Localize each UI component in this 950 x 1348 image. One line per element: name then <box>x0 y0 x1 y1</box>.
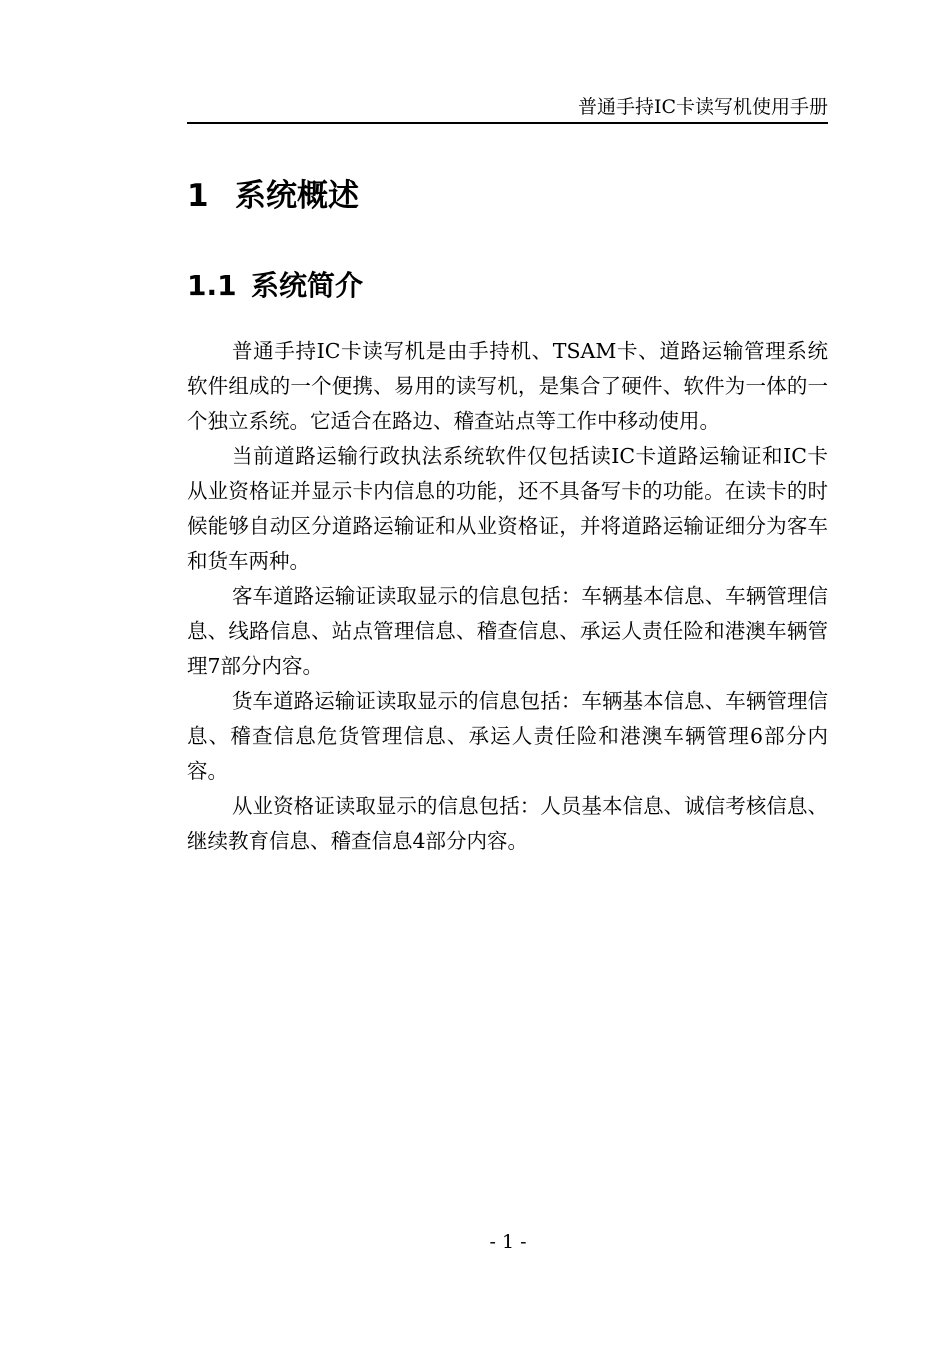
paragraph: 货车道路运输证读取显示的信息包括：车辆基本信息、车辆管理信息、稽查信息危货管理信息、承运人责任险和港澳车辆管理6部分内容。 <box>187 689 828 783</box>
paragraph: 当前道路运输行政执法系统软件仅包括读IC卡道路运输证和IC卡从业资格证并显示卡内信息的功能，还不具备写卡的功能。在读卡的时候能够自动区分道路运输证和从业资格证，并将道路运输证细分为客车和货车两种。 <box>187 444 828 573</box>
chapter-number: 1 <box>187 178 209 214</box>
chapter-title: 系统概述 <box>235 178 359 214</box>
paragraph: 从业资格证读取显示的信息包括：人员基本信息、诚信考核信息、继续教育信息、稽查信息4部分内容。 <box>187 794 828 853</box>
section-title: 系统简介 <box>251 269 364 302</box>
page-header <box>187 92 828 124</box>
section-number: 1.1 <box>187 269 237 302</box>
body-text <box>187 334 828 859</box>
header-title: 普通手持IC卡读写机使用手册 <box>577 96 828 118</box>
paragraph: 客车道路运输证读取显示的信息包括：车辆基本信息、车辆管理信息、线路信息、站点管理信息、稽查信息、承运人责任险和港澳车辆管理7部分内容。 <box>187 584 828 678</box>
page-number: - 1 - <box>489 1231 527 1253</box>
paragraph: 普通手持IC卡读写机是由手持机、TSAM卡、道路运输管理系统软件组成的一个便携、易用的读写机，是集合了硬件、软件为一体的一个独立系统。它适合在路边、稽查站点等工作中移动使用。 <box>187 339 828 433</box>
chapter-heading <box>187 172 359 220</box>
section-heading <box>187 262 363 310</box>
